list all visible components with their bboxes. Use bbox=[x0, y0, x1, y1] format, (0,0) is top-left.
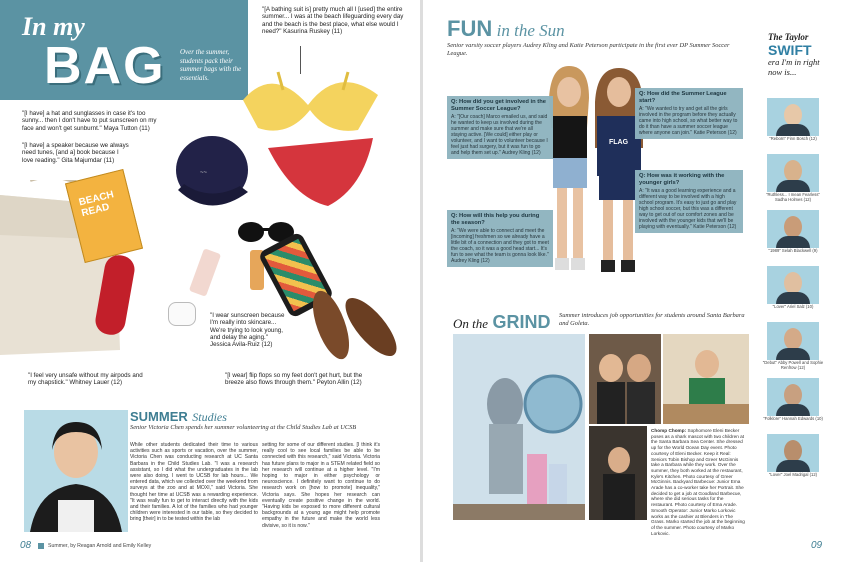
footer-square bbox=[38, 543, 44, 549]
fun-subtitle: Senior varsity soccer players Audrey Kling and Katie Peterson participate in the first ever DP Summer Soccer League. bbox=[447, 42, 730, 57]
summer-body-col1: While other students dedicated their time to various activities such as sports or vacation, over the summer, Victoria Chen was conducting research at UC Santa Barbara in the Child Studies Lab. "I was a research assistant, so I did what the undergraduates in the lab were also doing. I went to UCSB for lab hours... We entered data, which we collected over the weekend from surveys at the zoo and at MOXI," said Victoria. She thought her time at UCSB was a rewarding experience. "It was really fun to get to interact directly with the kids and their families. A lot of the families who had younger children were interested in our table, so they decided to bring [their] in to be tested within the lab bbox=[130, 442, 258, 523]
quote-airpods: "I feel very unsafe without my airpods and my chapstick." Whitney Lauer (12) bbox=[28, 372, 143, 387]
swift-era-caption: "Lover" Ariel Salz (10) bbox=[772, 304, 814, 309]
summer-body-col2: setting for some of our different studies. [I think it's really cool to see local families be able to be connected with this research," said Victoria. Victoria has future plans to major in a STEM related field so her research will continue at a higher level. "I'm hoping to major in either psychology or neuroscience. I definitely want to continue to do research work on [how to promote] inequality," Victoria says. She hopes her research can eventually create positive change in the world. "Having kids be exposed to more different cultural backgrounds at a young age might help promote empathy in the future and make the world less divisive, so it is now." bbox=[262, 442, 380, 529]
bikini-bottom-image bbox=[268, 138, 378, 208]
header-title-in-my: In my bbox=[22, 12, 85, 41]
swift-era-item bbox=[762, 210, 824, 253]
shark-mascot-photo bbox=[453, 334, 585, 520]
qa-question-4: Q: How was it working with the younger girls? bbox=[639, 173, 725, 186]
airpods-case-image bbox=[168, 302, 196, 326]
swift-the-taylor: The Taylor bbox=[768, 32, 809, 42]
grind-title-bold: GRIND bbox=[492, 312, 551, 332]
barbecue-photo bbox=[589, 426, 647, 520]
footer-credit: Summer, by Reagan Arnold and Emily Kelley bbox=[48, 543, 152, 549]
swift-era-item bbox=[762, 154, 824, 202]
swift-portrait-photo bbox=[767, 98, 819, 136]
swift-era-caption: "Reborn" Finn Bosch (12) bbox=[769, 136, 817, 141]
sunscreen-tube-image bbox=[189, 248, 221, 296]
swift-era-item bbox=[762, 378, 824, 421]
book-title: BEACH READ bbox=[77, 189, 115, 220]
grind-subtitle: Summer introduces job opportunities for students around Santa Barbara and Goleta. bbox=[559, 312, 745, 327]
qa-box-3 bbox=[635, 88, 743, 139]
fun-title-italic: in the Sun bbox=[496, 21, 565, 40]
header-title-bag: BAG bbox=[44, 37, 166, 95]
fun-title bbox=[447, 16, 565, 42]
summer-title-bold: SUMMER bbox=[130, 409, 188, 424]
fun-title-bold: FUN bbox=[447, 16, 493, 41]
qa-answer-2: A: "We were able to connect and meet the [incoming] freshmen so we already have a little bit of a connection and they got to meet the coach, so it was a good head start... It's fun to see what the team is gonna look like." Audrey Kling (12) bbox=[451, 228, 549, 265]
summer-title-italic: Studies bbox=[192, 410, 227, 424]
header-intro: Over the summer, students pack their summer bags with the essentials. bbox=[180, 48, 242, 82]
quote-flipflops: "[I wear] flip flops so my feet don't get hurt, but the breeze also flows through them." Peyton Allin (12) bbox=[225, 372, 363, 387]
swift-portrait-photo bbox=[767, 322, 819, 360]
left-page bbox=[0, 0, 420, 562]
swift-header bbox=[768, 32, 830, 77]
swift-era-item bbox=[762, 322, 824, 370]
swift-era-caption: "Debut" Abby Powell and Sophie Renfrow (12) bbox=[762, 360, 824, 370]
swift-era-item bbox=[762, 266, 824, 309]
blenders-photo bbox=[663, 334, 749, 424]
page-number-left: 08 bbox=[20, 540, 32, 551]
qa-box-2 bbox=[447, 210, 553, 267]
quote-sunscreen: "I wear sunscreen because I'm really into skincare... We're trying to look young, and delay the aging." Jessica Avila-Ruiz (12) bbox=[210, 312, 285, 349]
grind-title bbox=[453, 312, 550, 333]
qa-box-4 bbox=[635, 170, 743, 233]
qa-question-2: Q: How will this help you during the season? bbox=[451, 213, 540, 226]
swift-era-item bbox=[762, 434, 824, 477]
swift-portrait-photo bbox=[767, 210, 819, 248]
swift-era-caption: "1989" Selah Blackwell (9) bbox=[768, 248, 818, 253]
grind-caption-text: Sophomore Eleni Becker poses as a shark mascot with two children at the Santa Barbara Sea Center. She dressed up for the World Ocean Day event. Photo courtesy of Eleni Becker. Keep it Real: Seniors Tobin Bishop and Greer McGinnis take a Barbara while they work. Over the summer, they both worked at the restaurant, Kyle's Kitchen. Photo courtesy of Greer McGinnis. Backyard Barbecue: Junior Ema Arade has a co-worker take her Portrait. She decided to get a job at Goodland Barbecue, where she did serious tasks for the restaurant. Photo courtesy of Ema Arade. Smooth Operator: Junior Marko Lorkovic works as the cashier at Blenders in The Grass. Marko started the job at the beginning of the summer. Photo courtesy of Marko Lorkovic. bbox=[651, 428, 745, 536]
grind-caption bbox=[651, 428, 747, 536]
swift-era-caption: "Folklore" Hannah Edwards (10) bbox=[763, 416, 823, 421]
swift-rest: era I'm in right now is... bbox=[768, 57, 820, 77]
swift-era-item bbox=[762, 98, 824, 141]
swift-portrait-photo bbox=[767, 378, 819, 416]
summer-subtitle: Senior Victoria Chen spends her summer volunteering at the Child Studies Lab at UCSB bbox=[130, 424, 357, 431]
qa-answer-4: A: "It was a good learning experience and a different way to be involved with a high school program. It's easy to just go and play high school soccer, but this was a different way to get out of our comfort zones and be involved with the younger kids that we'll be playing with eventually." Katie Peterson (12) bbox=[639, 188, 737, 231]
victoria-chen-photo bbox=[24, 410, 128, 532]
qa-answer-1: A: "[Our coach] Marco emailed us, and said he wanted to keep us involved during the summer and make sure that we're all staying active. [We could] either play or volunteer, and I want to volunteer because I feel just had surgery, but it was fun to go and help them set up." Audrey Kling (12) bbox=[451, 114, 548, 157]
svg-text:~~: ~~ bbox=[200, 170, 208, 176]
swift-portrait-photo bbox=[767, 154, 819, 192]
shirt-text: FLAG bbox=[609, 139, 629, 146]
swift-era-caption: "Ruthless... I mean Fearless" Sadha Holmes (12) bbox=[766, 192, 820, 202]
swift-portrait-photo bbox=[767, 266, 819, 304]
navy-cap-image bbox=[170, 130, 250, 220]
page-number-right: 09 bbox=[811, 540, 823, 551]
swift-portrait-photo bbox=[767, 434, 819, 472]
quote-bathing-suit: "[A bathing suit is] pretty much all I [used] the entire summer... I was at the beach lifeguarding every day and the beach is the best place, what else would I need?" Kasurina Ruskey (11) bbox=[262, 6, 404, 35]
quote-hat: "[I have] a hat and sunglasses in case it's too sunny... then I don't have to put sunscreen on my face and won't get sunburnt." Maya Tutton (11) bbox=[22, 110, 157, 132]
grind-title-on: On the bbox=[453, 316, 489, 331]
qa-question-1: Q: How did you get involved in the Summer Soccer League? bbox=[451, 99, 547, 112]
kyles-kitchen-photo bbox=[589, 334, 661, 424]
qa-answer-3: A: "We wanted to try and get all the girls involved in the program before they actually came into high school, so what better way to do it than have a summer soccer league where anyone can join." Katie Peterson (12) bbox=[639, 106, 738, 137]
bikini-top-image bbox=[238, 70, 388, 140]
grind-caption-lead: Chomp Chomp: bbox=[651, 428, 687, 433]
qa-box-1 bbox=[447, 96, 553, 159]
flip-flops-image bbox=[296, 285, 406, 365]
swift-title: SWIFT bbox=[768, 42, 812, 58]
quote-speaker: "[I have] a speaker because we always need tunes, [and a] book because I love reading." Gita Majumdar (11) bbox=[22, 142, 129, 164]
qa-question-3: Q: How did the Summer League start? bbox=[639, 91, 727, 104]
swift-era-caption: "Lover" Joel Madrigal (12) bbox=[768, 472, 818, 477]
